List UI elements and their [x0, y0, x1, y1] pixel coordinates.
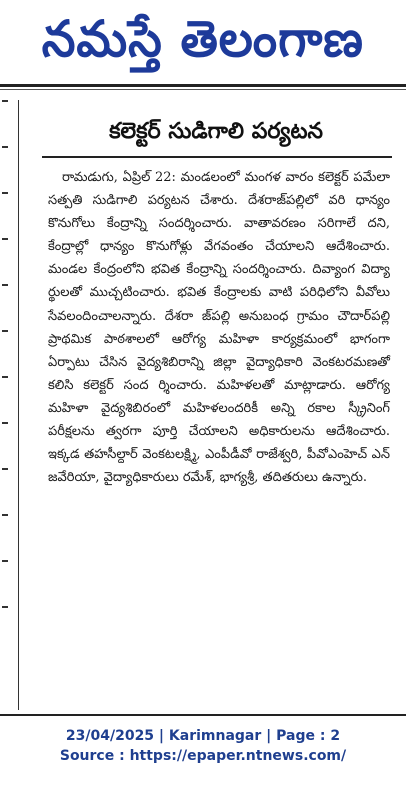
masthead [0, 2, 406, 80]
article-headline: కలెక్టర్ సుడిగాలి పర్యటన [109, 119, 323, 144]
headline-divider [42, 156, 392, 158]
source-link[interactable]: Source : https://epaper.ntnews.com/ [59, 748, 347, 764]
masthead-rule-thin [0, 89, 406, 90]
edition-info: 23/04/2025 | Karimnagar | Page : 2 [65, 728, 341, 744]
column-divider [18, 100, 19, 710]
article-body: రామడుగు, ఏప్రిల్ 22: మండలంలో మంగళ వారం కలెక్టర్ పమేలా సత్పతి సుడిగాలి పర్యటన చేశారు. దేశరాజ్‌పల్లిలో వరి ధాన్యం కొనుగోలు కేంద్రాన్ని సందర్శించారు. వాతావరణం సరిగాలే దని, కేంద్రాల్లో ధాన్యం కొనుగోళ్లు వేగవంతం చేయాలని ఆదేశించారు. మండల కేంద్రంలోని భవిత కేంద్రాన్ని సందర్శించారు. దివ్యాంగ విద్యా ర్థులతో ముచ్చటించారు. భవిత కేంద్రాలకు వాటి పరిధిలోని వీవోలు సేవలందించాలన్నారు. దేశరా జ్‌పల్లి అనుబంధ గ్రామం చౌదార్‌పల్లి ప్రాథమిక పాఠశాలలో ఆరోగ్య మహిళా కార్యక్రమంలో భాగంగా ఏర్పాటు చేసిన వైద్యశిబిరాన్ని జిల్లా వైద్యాధికారి వెంకటరమణతో కలిసి కలెక్టర్ సంద ర్శించారు. మహిళలతో మాట్లాడారు. ఆరోగ్య మహిళా వైద్యశిబిరంలో మహిళలందరికీ అన్ని రకాల స్క్రీనింగ్ పరీక్షలను త్వరగా పూర్తి చేయాలని అధికారులను ఆదేశించారు. ఇక్కడ తహసీల్దార్ వెంకటలక్ష్మి, ఎంపీడీవో రాజేశ్వరి, పీవోఎంహెచ్ ఎన్ జవేరియా, వైద్యాధికారులు రమేశ్, భాగ్యశ్రీ, తదితరులు ఉన్నారు. [48, 170, 390, 486]
source-footer [0, 726, 406, 766]
adjacent-column-fragment [2, 100, 12, 710]
masthead-title: నమస్తే తెలంగాణ [41, 9, 365, 68]
masthead-rule [0, 84, 406, 87]
